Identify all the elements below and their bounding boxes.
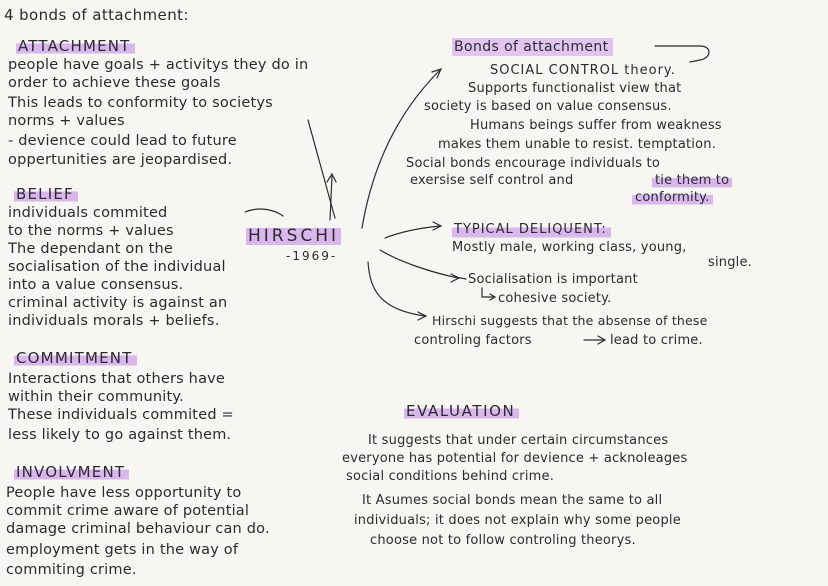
attachment-line: oppertunities are jeopardised. [8,152,233,168]
belief-line: individuals morals + beliefs. [8,313,220,329]
bonds-line: society is based on value consensus. [424,99,672,114]
typical-line: Socialisation is important [468,272,638,287]
belief-line: individuals commited [8,205,168,221]
typical-heading: TYPICAL DELIQUENT: [452,221,611,239]
evaluation-line: It Asumes social bonds mean the same to all [362,493,663,508]
hirschi-year: -1969- [286,249,338,263]
bonds-line: Supports functionalist view that [468,81,682,96]
involvment-line: damage criminal behaviour can do. [6,521,270,537]
evaluation-line: individuals; it does not explain why some people [354,513,681,528]
typical-line: controling factors [414,333,532,348]
belief-line: socialisation of the individual [8,259,226,275]
bonds-line: Humans beings suffer from weakness [470,118,722,133]
typical-line: cohesive society. [498,291,612,306]
bonds-line-highlight: tie them to [652,172,732,189]
bonds-line: exersise self control and [410,173,574,188]
typical-line: Hirschi suggests that the absense of these [432,313,708,328]
involvment-heading: INVOLVMENT [14,463,129,481]
belief-line: into a value consensus. [8,277,184,293]
bonds-line: makes them unable to resist. temptation. [438,137,717,152]
evaluation-line: social conditions behind crime. [346,469,555,484]
involvment-line: People have less opportunity to [6,485,242,501]
attachment-line: This leads to conformity to societys [8,95,273,111]
typical-line: single. [708,255,753,270]
evaluation-line: choose not to follow controling theorys. [370,533,636,548]
typical-line: lead to crime. [610,333,703,348]
belief-line: to the norms + values [8,223,174,239]
belief-heading: BELIEF [14,185,78,203]
bonds-line: Social bonds encourage individuals to [406,156,660,171]
evaluation-heading: EVALUATION [404,402,519,420]
belief-line: criminal activity is against an [8,295,228,311]
bonds-line-highlight: conformity. [632,189,713,206]
involvment-line: employment gets in the way of [6,542,239,558]
social-control-heading: SOCIAL CONTROL theory. [490,63,676,78]
commitment-line: Interactions that others have [8,371,226,387]
page-title: 4 bonds of attachment: [4,6,189,24]
commitment-line: These individuals commited = [8,407,234,423]
involvment-line: commiting crime. [6,562,137,578]
typical-line: Mostly male, working class, young, [452,240,687,255]
belief-line: The dependant on the [8,241,174,257]
bonds-heading: Bonds of attachment [452,38,613,56]
attachment-line: - devience could lead to future [8,133,237,149]
evaluation-line: It suggests that under certain circumstances [368,433,669,448]
involvment-line: commit crime aware of potential [6,503,250,519]
hirschi-label: HIRSCHI [248,226,340,246]
commitment-line: less likely to go against them. [8,427,232,443]
attachment-line: people have goals + activitys they do in [8,57,309,73]
evaluation-line: everyone has potential for devience + acknoleages [342,451,688,466]
attachment-heading: ATTACHMENT [16,37,135,55]
attachment-line: order to achieve these goals [8,75,221,91]
commitment-heading: COMMITMENT [14,349,137,367]
attachment-line: norms + values [8,113,125,129]
commitment-line: within their community. [8,389,184,405]
